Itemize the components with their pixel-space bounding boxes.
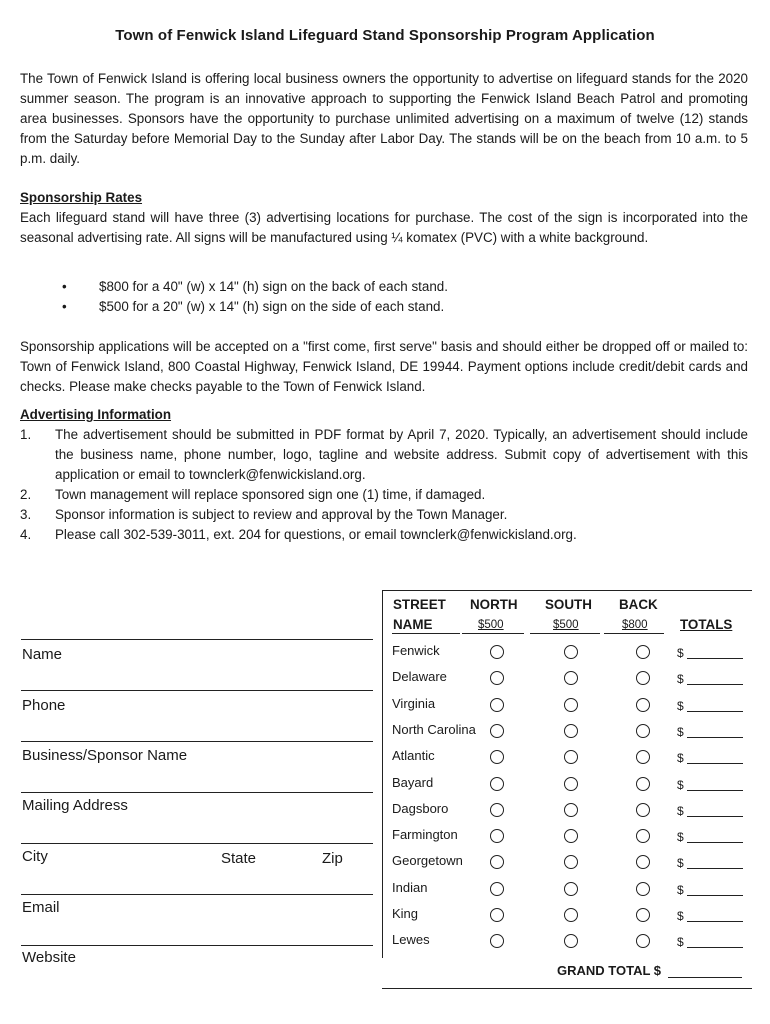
back-radio[interactable] <box>636 934 650 948</box>
rates-bullets <box>62 277 448 317</box>
header-underline <box>530 633 600 634</box>
back-radio[interactable] <box>636 829 650 843</box>
total-dollar-sign: $ <box>677 909 684 923</box>
business-label: Business/Sponsor Name <box>22 747 188 764</box>
business-field[interactable] <box>21 741 373 742</box>
total-field[interactable] <box>687 737 743 738</box>
totals-header: TOTALS <box>680 617 733 632</box>
street-name-bayard: Bayard <box>392 774 434 790</box>
name-label: Name <box>22 646 63 663</box>
street-name-indian: Indian <box>392 879 428 895</box>
south-radio[interactable] <box>564 934 578 948</box>
street-name-header: NAME <box>393 617 433 632</box>
north-price: $500 <box>478 619 504 631</box>
applications-paragraph: Sponsorship applications will be accepted on a "first come, first serve" basis and should either be dropped off or mailed to: Town of Fenwick Island, 800 Coastal Highway, Fenwick Island, DE 19944. Payment options include credit/debit cards and checks. Please make checks payable to the Town of Fenwick Island. <box>20 339 748 394</box>
rates-section <box>20 188 748 248</box>
intro-paragraph: The Town of Fenwick Island is offering local business owners the opportunity to advertise on lifeguard stands for the 2020 summer season. The program is an innovative approach to supporting the Fenwick Island Beach Patrol and promoting area businesses. Sponsors have the opportunity to purchase unlimited advertising on a maximum of twelve (12) stands from the Saturday before Memorial Day to the Sunday after Labor Day. The stands will be on the beach from 10 a.m. to 5 p.m. daily. <box>20 71 748 166</box>
back-radio[interactable] <box>636 750 650 764</box>
south-radio[interactable] <box>564 855 578 869</box>
back-radio[interactable] <box>636 908 650 922</box>
total-field[interactable] <box>687 816 743 817</box>
south-radio[interactable] <box>564 882 578 896</box>
south-radio[interactable] <box>564 908 578 922</box>
south-radio[interactable] <box>564 671 578 685</box>
website-field[interactable] <box>21 945 373 946</box>
total-field[interactable] <box>687 763 743 764</box>
rates-heading: Sponsorship Rates <box>20 190 143 205</box>
list-item: 3. Sponsor information is subject to review and approval by the Town Manager. <box>20 507 508 522</box>
total-dollar-sign: $ <box>677 698 684 713</box>
street-name-king: King <box>392 906 419 921</box>
header-underline <box>462 633 524 634</box>
email-label: Email <box>22 899 60 916</box>
list-item: 4. Please call 302-539-3011, ext. 204 for questions, or email townclerk@fenwickisland.org. <box>20 527 577 542</box>
south-radio[interactable] <box>564 829 578 843</box>
table-top-border <box>382 590 752 591</box>
south-radio[interactable] <box>564 803 578 817</box>
header-underline <box>392 633 460 634</box>
north-radio[interactable] <box>490 908 504 922</box>
phone-field[interactable] <box>21 690 373 691</box>
page-title: Town of Fenwick Island Lifeguard Stand Sponsorship Program Application <box>115 27 655 44</box>
north-radio[interactable] <box>490 777 504 791</box>
street-name-north-carolina: North Carolina <box>392 721 476 737</box>
back-header: BACK <box>619 597 658 612</box>
total-dollar-sign: $ <box>677 777 684 792</box>
street-name-virginia: Virginia <box>392 695 436 711</box>
back-radio[interactable] <box>636 777 650 791</box>
grand-total-field[interactable] <box>668 977 742 978</box>
total-field[interactable] <box>687 868 743 869</box>
total-dollar-sign: $ <box>677 751 684 766</box>
table-left-border <box>382 590 383 958</box>
street-name-fenwick: Fenwick <box>392 643 440 658</box>
table-bottom-border <box>382 988 752 989</box>
back-radio[interactable] <box>636 803 650 817</box>
north-radio[interactable] <box>490 855 504 869</box>
north-radio[interactable] <box>490 829 504 843</box>
total-dollar-sign: $ <box>677 830 684 845</box>
total-dollar-sign: $ <box>677 882 684 897</box>
list-item: 1. The advertisement should be submitted in PDF format by April 7, 2020. Typically, an advertisement should include the business name, phone number, logo, tagline and website address. Submit copy of advertisement with this application or email to townclerk@fenwickisland.org. <box>20 427 748 482</box>
mailing-address-label: Mailing Address <box>22 797 128 814</box>
north-radio[interactable] <box>490 645 504 659</box>
city-state-zip-field[interactable] <box>21 843 373 844</box>
total-dollar-sign: $ <box>677 672 684 687</box>
south-radio[interactable] <box>564 645 578 659</box>
south-radio[interactable] <box>564 698 578 712</box>
rates-text: Each lifeguard stand will have three (3) advertising locations for purchase. The cost of the sign is incorporated into the seasonal advertising rate. All signs will be manufactured using ¼ komatex (PVC) with a white background. <box>20 210 748 245</box>
street-name-atlantic: Atlantic <box>392 748 435 764</box>
advertising-heading: Advertising Information <box>20 407 172 422</box>
south-price: $500 <box>553 619 579 631</box>
email-field[interactable] <box>21 894 373 895</box>
grand-total-label: GRAND TOTAL $ <box>557 963 662 978</box>
bullet-item: • $800 for a 40" (w) x 14" (h) sign on the back of each stand. <box>62 279 448 294</box>
total-field[interactable] <box>687 658 743 659</box>
total-field[interactable] <box>687 711 743 712</box>
total-dollar-sign: $ <box>677 646 684 660</box>
advertising-list <box>20 425 748 545</box>
north-radio[interactable] <box>490 750 504 764</box>
zip-label: Zip <box>322 850 343 867</box>
south-radio[interactable] <box>564 750 578 764</box>
total-dollar-sign: $ <box>677 803 684 818</box>
total-dollar-sign: $ <box>677 724 684 739</box>
back-radio[interactable] <box>636 882 650 896</box>
total-field[interactable] <box>687 842 743 843</box>
north-radio[interactable] <box>490 724 504 738</box>
back-radio[interactable] <box>636 671 650 685</box>
north-radio[interactable] <box>490 698 504 712</box>
total-field[interactable] <box>687 921 743 922</box>
name-field[interactable] <box>21 639 373 640</box>
total-field[interactable] <box>687 895 743 896</box>
north-radio[interactable] <box>490 934 504 948</box>
street-name-lewes: Lewes <box>392 932 430 948</box>
south-radio[interactable] <box>564 777 578 791</box>
street-name-georgetown: Georgetown <box>392 853 463 869</box>
bullet-item: • $500 for a 20" (w) x 14" (h) sign on the side of each stand. <box>62 299 445 314</box>
header-underline <box>604 633 664 634</box>
south-radio[interactable] <box>564 724 578 738</box>
city-label: City <box>22 848 48 865</box>
total-field[interactable] <box>687 947 743 948</box>
street-name-farmington: Farmington <box>392 827 458 843</box>
south-header: SOUTH <box>545 597 592 612</box>
street-name-delaware: Delaware <box>392 669 447 685</box>
street-header: STREET <box>393 597 446 612</box>
north-radio[interactable] <box>490 671 504 685</box>
state-label: State <box>221 850 257 867</box>
total-field[interactable] <box>687 684 743 685</box>
mailing-address-field[interactable] <box>21 792 373 793</box>
total-dollar-sign: $ <box>677 935 684 950</box>
north-radio[interactable] <box>490 882 504 896</box>
north-header: NORTH <box>470 597 518 612</box>
back-price: $800 <box>622 619 648 631</box>
total-dollar-sign: $ <box>677 856 684 871</box>
back-radio[interactable] <box>636 855 650 869</box>
north-radio[interactable] <box>490 803 504 817</box>
street-name-dagsboro: Dagsboro <box>392 800 449 816</box>
back-radio[interactable] <box>636 698 650 712</box>
website-label: Website <box>22 949 76 966</box>
total-field[interactable] <box>687 790 743 791</box>
back-radio[interactable] <box>636 724 650 738</box>
list-item: 2. Town management will replace sponsored sign one (1) time, if damaged. <box>20 487 486 502</box>
back-radio[interactable] <box>636 645 650 659</box>
phone-label: Phone <box>22 697 66 714</box>
